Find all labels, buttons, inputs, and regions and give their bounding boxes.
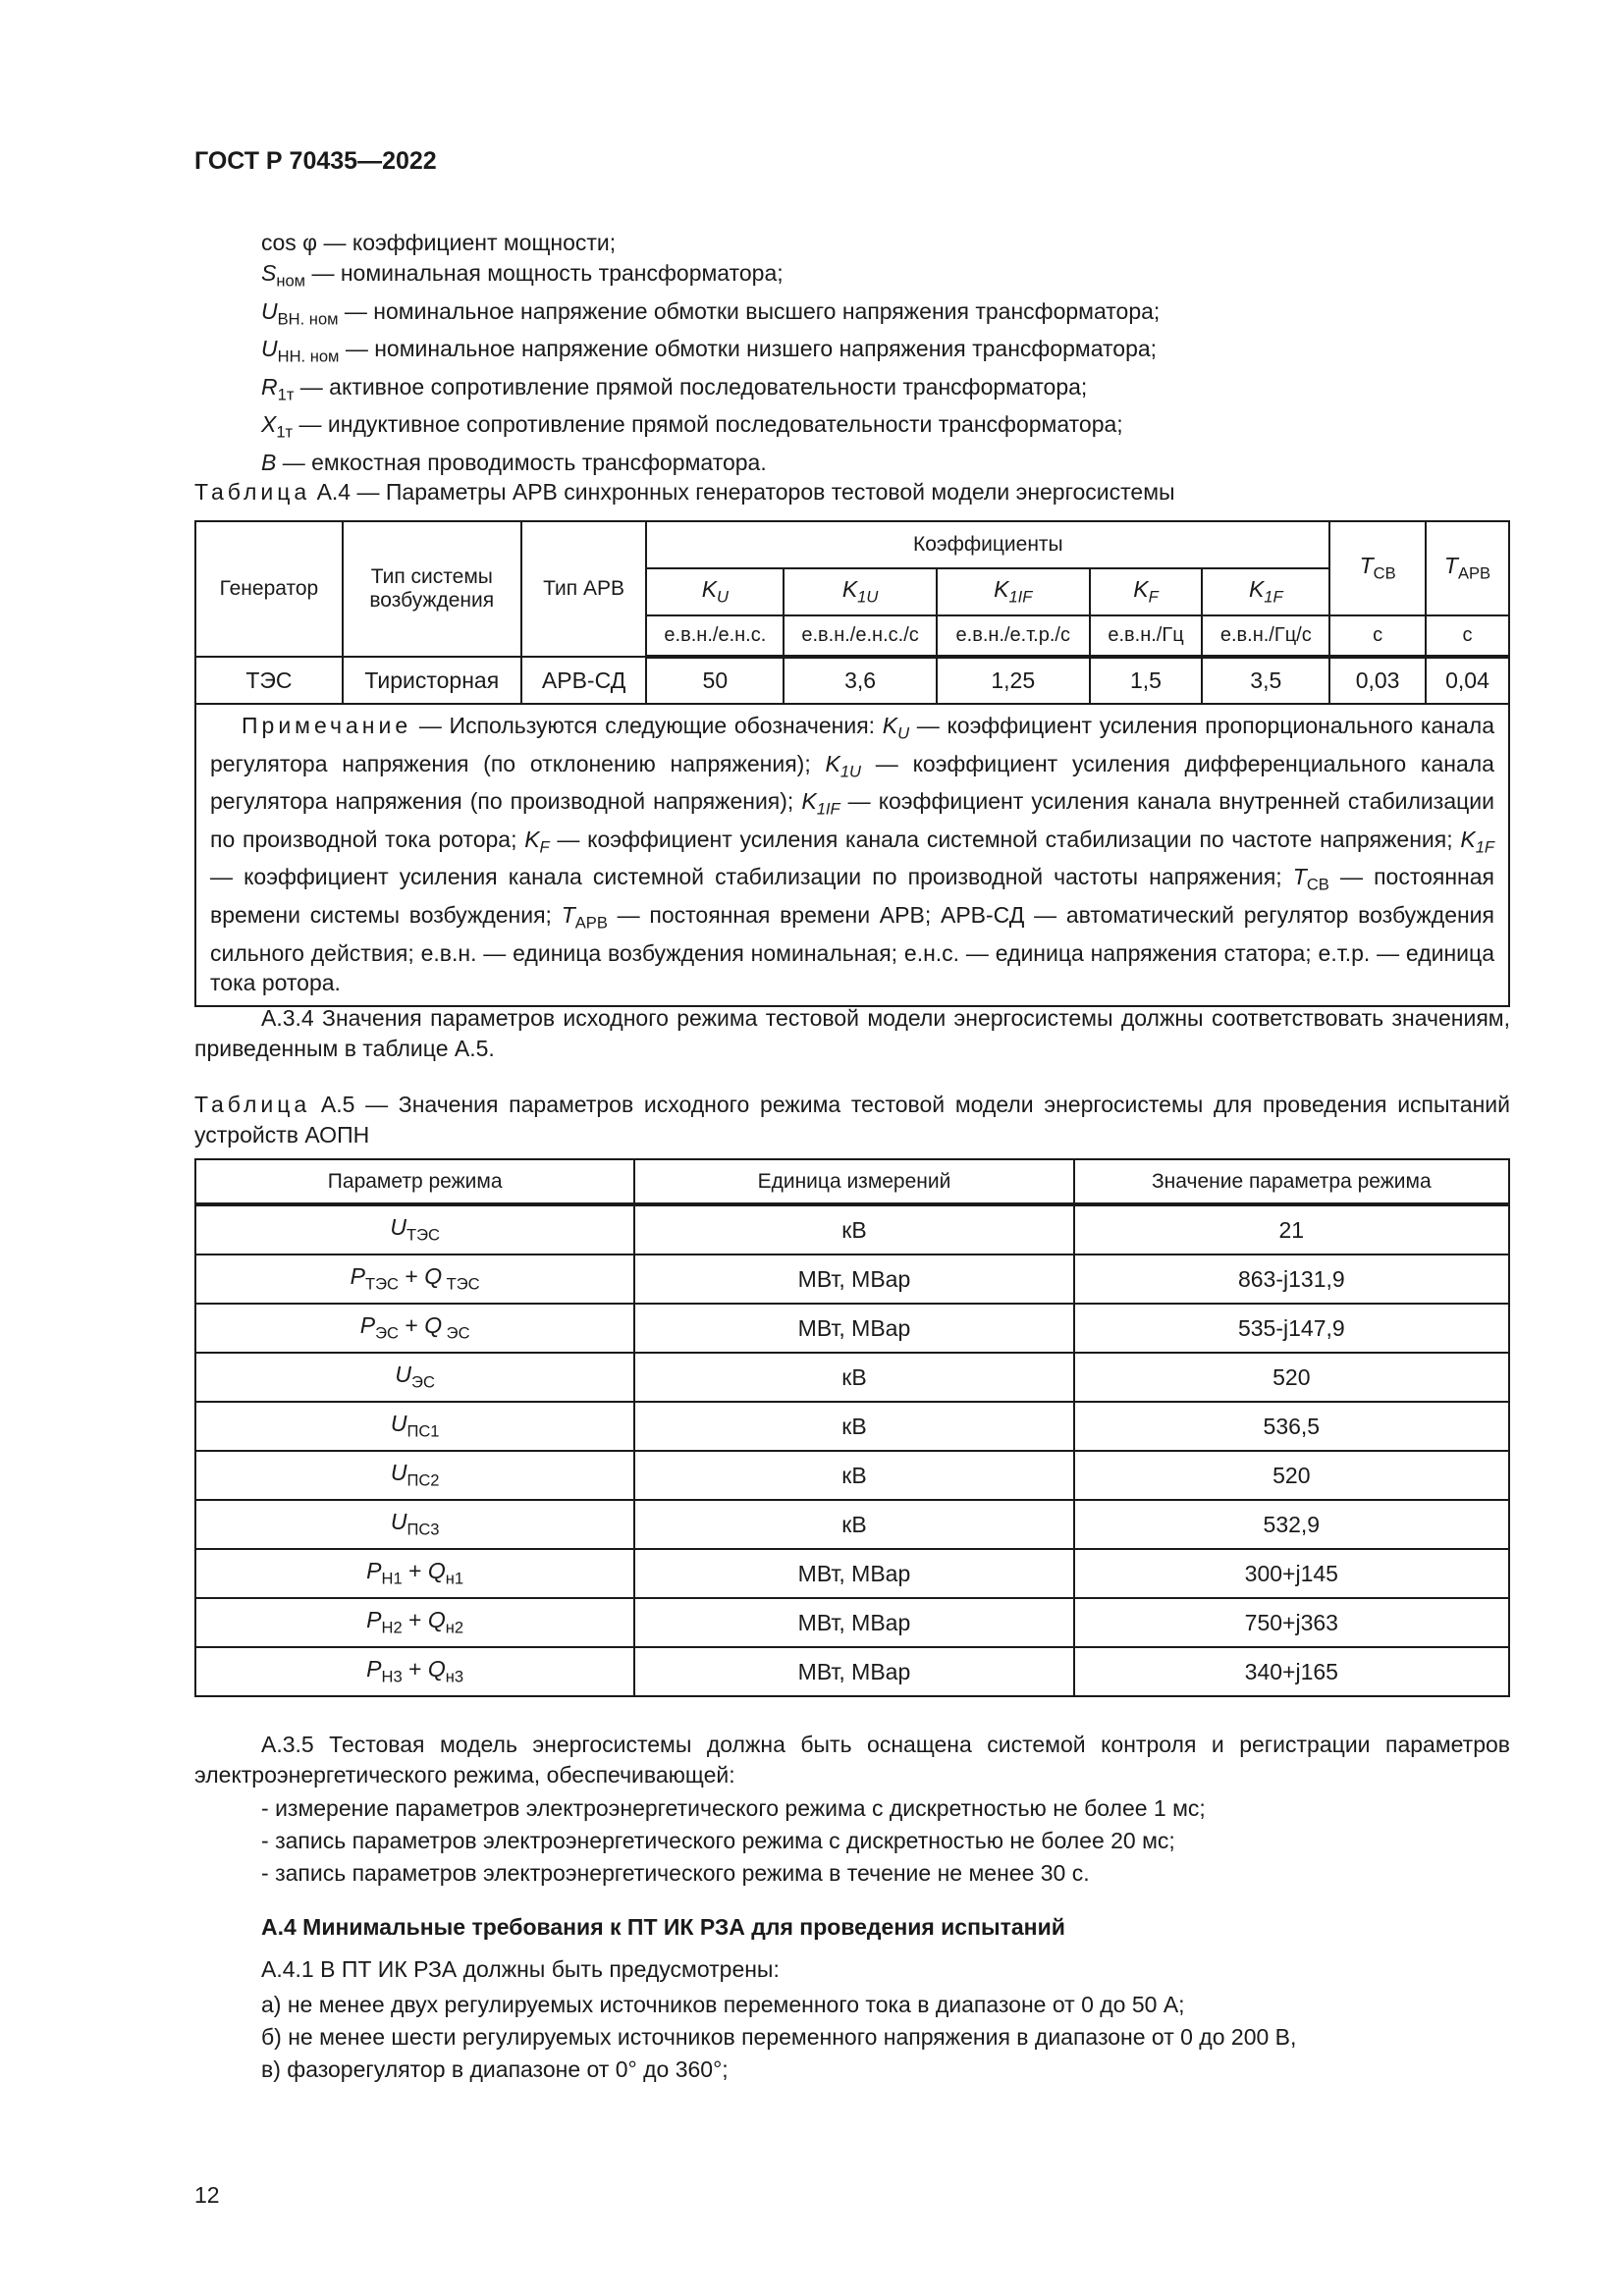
document-header: ГОСТ Р 70435—2022 xyxy=(194,147,437,175)
cell-unit: кВ xyxy=(634,1353,1073,1402)
cell-parameter: $P_{Н3} + Q_{н3}$ xyxy=(195,1647,634,1696)
list-item: - запись параметров электроэнергетического режима с дискретностью не более 20 мс; xyxy=(261,1828,1175,1853)
table-row xyxy=(195,657,1509,704)
cell-value: 21 xyxy=(1074,1204,1509,1255)
header-unit: Единица измерений xyxy=(634,1159,1073,1204)
header-generator: Генератор xyxy=(195,521,343,657)
definition-item: $X_{1т}$ — индуктивное сопротивление прямой последовательности трансформатора; xyxy=(261,411,1123,442)
cell-kf: 1,5 xyxy=(1090,657,1203,704)
paragraph-a34: А.3.4 Значения параметров исходного режима тестовой модели энергосистемы должны соответствовать значениям, приведенным в таблице А.5. xyxy=(194,1005,1510,1061)
page-number: 12 xyxy=(194,2182,220,2208)
header-k1if: $K_{1IF}$ xyxy=(937,568,1090,615)
list-item: б) не менее шести регулируемых источников переменного напряжения в диапазоне от 0 до 200 В, xyxy=(261,2024,1297,2050)
cell-value: 340+j165 xyxy=(1074,1647,1509,1696)
list-a35 xyxy=(261,1792,1206,1890)
header-ku: $K_U$ xyxy=(646,568,784,615)
cell-parameter: $U_{ПС3}$ xyxy=(195,1500,634,1549)
unit-cell: е.в.н./е.т.р./с xyxy=(937,615,1090,657)
cell-parameter: $U_{ЭС}$ xyxy=(195,1353,634,1402)
cell-value: 300+j145 xyxy=(1074,1549,1509,1598)
header-k1f: $K_{1F}$ xyxy=(1202,568,1329,615)
list-item: - измерение параметров электроэнергетического режима с дискретностью не более 1 мс; xyxy=(261,1795,1206,1821)
table-row xyxy=(195,1500,1509,1549)
unit-cell: е.в.н./Гц xyxy=(1090,615,1203,657)
table-row xyxy=(195,1204,1509,1255)
cell-unit: МВт, МВар xyxy=(634,1255,1073,1304)
cell-value: 536,5 xyxy=(1074,1402,1509,1451)
header-arv-type: Тип АРВ xyxy=(521,521,647,657)
dash-bullet: - xyxy=(261,1828,276,1853)
table-row xyxy=(195,1647,1509,1696)
cell-arv: АРВ-СД xyxy=(521,657,647,704)
cell-value: 863-j131,9 xyxy=(1074,1255,1509,1304)
dash-bullet: - xyxy=(261,1795,276,1821)
definition-item: $R_{1т}$ — активное сопротивление прямой последовательности трансформатора; xyxy=(261,373,1088,404)
header-tarv: $T_{АРВ}$ xyxy=(1426,521,1509,615)
list-a41 xyxy=(261,1989,1296,2086)
paragraph-a41: А.4.1 В ПТ ИК РЗА должны быть предусмотрены: xyxy=(261,1956,780,1982)
cell-unit: кВ xyxy=(634,1451,1073,1500)
cell-parameter: $U_{ПС2}$ xyxy=(195,1451,634,1500)
cell-unit: кВ xyxy=(634,1204,1073,1255)
definition-item: B — емкостная проводимость трансформатора. xyxy=(261,449,767,475)
cell-tsv: 0,03 xyxy=(1329,657,1426,704)
definition-item: $U_{ВН. ном}$ — номинальное напряжение обмотки высшего напряжения трансформатора; xyxy=(261,297,1161,329)
cell-parameter: $P_{Н1} + Q_{н1}$ xyxy=(195,1549,634,1598)
cell-parameter: $P_{ЭС} + Q$ $_{ЭС}$ xyxy=(195,1304,634,1353)
cell-unit: МВт, МВар xyxy=(634,1647,1073,1696)
cell-parameter: $U_{ТЭС}$ xyxy=(195,1204,634,1255)
definition-item: $S_{ном}$ — номинальная мощность трансформатора; xyxy=(261,260,784,291)
header-coefficients: Коэффициенты xyxy=(646,521,1329,568)
cell-k1u: 3,6 xyxy=(784,657,937,704)
cell-unit: МВт, МВар xyxy=(634,1304,1073,1353)
section-heading-a4: А.4 Минимальные требования к ПТ ИК РЗА для проведения испытаний xyxy=(261,1914,1065,1940)
paragraph-a35: А.3.5 Тестовая модель энергосистемы должна быть оснащена системой контроля и регистрации параметров электроэнергетического режима, обеспечивающей: xyxy=(194,1732,1510,1788)
header-parameter: Параметр режима xyxy=(195,1159,634,1204)
unit-cell: с xyxy=(1426,615,1509,657)
table-row xyxy=(195,1451,1509,1500)
table-a5-caption: Таблица А.5 — Значения параметров исходного режима тестовой модели энергосистемы для проведения испытаний устройств АОПН xyxy=(194,1092,1510,1148)
table-row xyxy=(195,1353,1509,1402)
cell-parameter: $P_{Н2} + Q_{н2}$ xyxy=(195,1598,634,1647)
table-row xyxy=(195,1549,1509,1598)
table-row xyxy=(195,1598,1509,1647)
table-row xyxy=(195,1402,1509,1451)
cell-unit: МВт, МВар xyxy=(634,1549,1073,1598)
table-a4 xyxy=(194,520,1510,1007)
definition-item: cos φ — коэффициент мощности; xyxy=(261,230,617,255)
definitions-list xyxy=(261,228,1160,478)
definition-item: $U_{НН. ном}$ — номинальное напряжение обмотки низшего напряжения трансформатора; xyxy=(261,336,1158,366)
header-value: Значение параметра режима xyxy=(1074,1159,1509,1204)
unit-cell: е.в.н./е.н.с. xyxy=(646,615,784,657)
table-a5 xyxy=(194,1158,1510,1697)
list-item: а) не менее двух регулируемых источников переменного тока в диапазоне от 0 до 50 А; xyxy=(261,1992,1185,2017)
cell-value: 535-j147,9 xyxy=(1074,1304,1509,1353)
unit-cell: е.в.н./е.н.с./с xyxy=(784,615,937,657)
cell-parameter: $P_{ТЭС} + Q$ $_{ТЭС}$ xyxy=(195,1255,634,1304)
dash-bullet: - xyxy=(261,1860,276,1886)
cell-value: 532,9 xyxy=(1074,1500,1509,1549)
table-row xyxy=(195,1304,1509,1353)
cell-parameter: $U_{ПС1}$ xyxy=(195,1402,634,1451)
unit-cell: е.в.н./Гц/с xyxy=(1202,615,1329,657)
unit-cell: с xyxy=(1329,615,1426,657)
cell-value: 520 xyxy=(1074,1353,1509,1402)
cell-excitation: Тиристорная xyxy=(343,657,521,704)
cell-tarv: 0,04 xyxy=(1426,657,1509,704)
cell-generator: ТЭС xyxy=(195,657,343,704)
cell-ku: 50 xyxy=(646,657,784,704)
cell-value: 750+j363 xyxy=(1074,1598,1509,1647)
list-item: в) фазорегулятор в диапазоне от 0° до 360°; xyxy=(261,2056,729,2082)
header-k1u: $K_{1U}$ xyxy=(784,568,937,615)
cell-k1f: 3,5 xyxy=(1202,657,1329,704)
table-row xyxy=(195,1255,1509,1304)
cell-value: 520 xyxy=(1074,1451,1509,1500)
cell-k1if: 1,25 xyxy=(937,657,1090,704)
cell-unit: МВт, МВар xyxy=(634,1598,1073,1647)
cell-unit: кВ xyxy=(634,1500,1073,1549)
table-a4-caption: Таблица А.4 — Параметры АРВ синхронных генераторов тестовой модели энергосистемы xyxy=(194,479,1175,505)
list-item: - запись параметров электроэнергетического режима в течение не менее 30 с. xyxy=(261,1860,1090,1886)
header-excitation: Тип системы возбуждения xyxy=(343,521,521,657)
header-kf: $K_F$ xyxy=(1090,568,1203,615)
cell-unit: кВ xyxy=(634,1402,1073,1451)
header-tsv: $T_{СВ}$ xyxy=(1329,521,1426,615)
table-a4-note: Примечание — Используются следующие обозначения: $K_U$ — коэффициент усиления пропорционального канала регулятора напряжения (по отклонению напряжения); $K_{1U}$ — коэффициент усиления дифференциального канала регулятора напряжения (по производной напряжения); $K_{1IF}$ — коэффициент усиления канала внутренней стабилизации по производной тока ротора; $K_F$ — коэффициент усиления канала системной стабилизации по частоте напряжения; $K_{1F}$ — коэффициент усиления канала системной стабилизации по производной частоты напряжения; $T_{СВ}$ — постоянная времени системы возбуждения; $T_{АРВ}$ — постоянная времени АРВ; АРВ-СД — автоматический регулятор возбуждения сильного действия; е.в.н. — единица возбуждения номинальная; е.н.с. — единица напряжения статора; е.т.р. — единица тока ротора. xyxy=(195,704,1509,1006)
